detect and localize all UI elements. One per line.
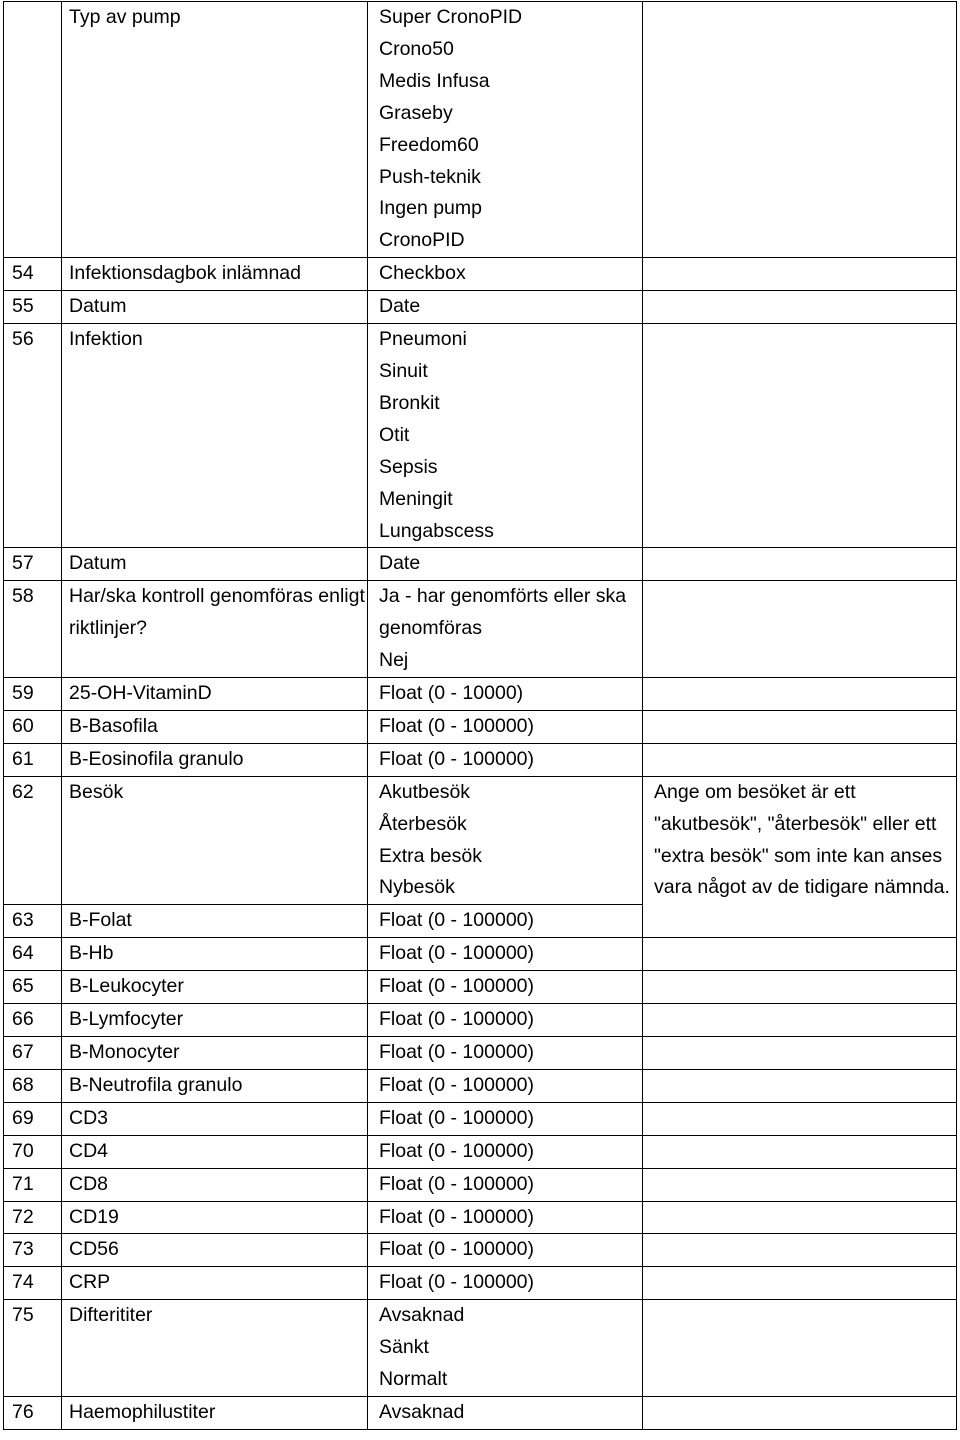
type-option: Graseby — [379, 101, 453, 124]
variable-name-cell — [62, 258, 368, 291]
variable-note-cell — [643, 1234, 957, 1267]
variable-note-cell — [643, 2, 957, 258]
type-option: Avsaknad — [379, 1304, 465, 1327]
table-row — [4, 1396, 957, 1429]
variable-name: Besök — [69, 780, 124, 803]
table-row — [4, 291, 957, 324]
row-number: 71 — [12, 1172, 34, 1195]
variable-type-cell — [368, 1300, 643, 1397]
type-option: Float (0 - 100000) — [379, 747, 535, 770]
row-number: 62 — [12, 780, 34, 803]
row-number-cell — [4, 1069, 62, 1102]
variable-type-cell — [368, 776, 643, 905]
variable-name: Har/ska kontroll genomföras enligt riktlinjer? — [69, 585, 365, 640]
row-number-cell — [4, 1135, 62, 1168]
variable-name-cell — [62, 1102, 368, 1135]
variable-name: Infektionsdagbok inlämnad — [69, 262, 301, 285]
variable-name: B-Basofila — [69, 714, 158, 737]
variable-type-cell — [368, 1267, 643, 1300]
type-option: Sänkt — [379, 1336, 429, 1359]
row-number-cell — [4, 548, 62, 581]
type-option: Extra besök — [379, 844, 482, 867]
table-row — [4, 548, 957, 581]
variable-note-cell — [643, 548, 957, 581]
variable-name: Typ av pump — [69, 6, 181, 28]
table-row — [4, 1168, 957, 1201]
row-number-cell — [4, 324, 62, 548]
table-row — [4, 743, 957, 776]
type-option: Float (0 - 100000) — [379, 1271, 535, 1294]
variable-name: B-Neutrofila granulo — [69, 1073, 243, 1096]
table-row — [4, 581, 957, 678]
table-row — [4, 1102, 957, 1135]
variable-note-cell — [643, 1300, 957, 1397]
variable-type-cell — [368, 1037, 643, 1070]
row-number: 56 — [12, 328, 34, 351]
row-number: 61 — [12, 747, 34, 770]
variable-note-cell — [643, 258, 957, 291]
variable-type-cell — [368, 291, 643, 324]
variable-note-cell — [643, 776, 957, 938]
variable-name: Datum — [69, 552, 127, 575]
variable-type-cell — [368, 2, 643, 258]
variable-note-cell — [643, 743, 957, 776]
variable-name-cell — [62, 1300, 368, 1397]
variable-note-cell — [643, 1135, 957, 1168]
type-option: Nybesök — [379, 876, 455, 899]
row-number-cell — [4, 905, 62, 938]
variable-name: 25-OH-VitaminD — [69, 682, 212, 705]
variable-name-cell — [62, 1037, 368, 1070]
variable-name: Datum — [69, 295, 127, 318]
variable-table-body — [4, 2, 957, 1430]
variable-note-cell — [643, 581, 957, 678]
row-number-cell — [4, 971, 62, 1004]
row-number: 54 — [12, 262, 34, 285]
variable-name: CD8 — [69, 1172, 109, 1195]
type-option: Float (0 - 100000) — [379, 1238, 535, 1261]
variable-name: B-Folat — [69, 909, 132, 932]
variable-name-cell — [62, 291, 368, 324]
variable-name-cell — [62, 1396, 368, 1429]
variable-note-cell — [643, 291, 957, 324]
type-option: Date — [379, 552, 421, 575]
row-number: 55 — [12, 295, 34, 318]
variable-name: CD56 — [69, 1238, 119, 1261]
row-number: 73 — [12, 1238, 34, 1261]
type-option: Bronkit — [379, 391, 440, 414]
type-option: Push-teknik — [379, 165, 481, 188]
table-row — [4, 1234, 957, 1267]
row-number-cell — [4, 743, 62, 776]
row-number: 66 — [12, 1008, 34, 1031]
row-number: 75 — [12, 1304, 34, 1327]
variable-name: CD3 — [69, 1106, 109, 1129]
row-number-cell — [4, 1267, 62, 1300]
variable-note-cell — [643, 1168, 957, 1201]
row-number: 65 — [12, 975, 34, 998]
type-option: Float (0 - 100000) — [379, 1073, 535, 1096]
variable-name: Difterititer — [69, 1304, 153, 1327]
type-option: Float (0 - 100000) — [379, 1139, 535, 1162]
type-option: Float (0 - 100000) — [379, 975, 535, 998]
row-number-cell — [4, 678, 62, 711]
table-row — [4, 1300, 957, 1397]
variable-name: B-Eosinofila granulo — [69, 747, 244, 770]
variable-note-cell — [643, 1396, 957, 1429]
variable-note-cell — [643, 1069, 957, 1102]
type-option: Float (0 - 100000) — [379, 909, 535, 932]
variable-note-cell — [643, 324, 957, 548]
row-number-cell — [4, 1396, 62, 1429]
row-number-cell — [4, 1234, 62, 1267]
table-row — [4, 1069, 957, 1102]
variable-name-cell — [62, 1234, 368, 1267]
variable-type-cell — [368, 743, 643, 776]
variable-name: CD4 — [69, 1139, 109, 1162]
row-number: 74 — [12, 1271, 34, 1294]
variable-note-cell — [643, 1037, 957, 1070]
variable-name: B-Lymfocyter — [69, 1008, 184, 1031]
table-row — [4, 1037, 957, 1070]
variable-name-cell — [62, 678, 368, 711]
variable-note-cell — [643, 1102, 957, 1135]
variable-type-cell — [368, 258, 643, 291]
variable-name: Haemophilustiter — [69, 1400, 216, 1423]
type-option: Sinuit — [379, 359, 428, 382]
type-option: Sepsis — [379, 455, 438, 478]
type-option: Float (0 - 100000) — [379, 1106, 535, 1129]
variable-note-cell — [643, 710, 957, 743]
row-number: 69 — [12, 1106, 34, 1129]
variable-name-cell — [62, 710, 368, 743]
table-row — [4, 324, 957, 548]
row-number-cell — [4, 1004, 62, 1037]
row-number-cell — [4, 2, 62, 258]
variable-name-cell — [62, 2, 368, 258]
variable-name-cell — [62, 971, 368, 1004]
variable-type-cell — [368, 1069, 643, 1102]
row-number-cell — [4, 1037, 62, 1070]
type-option: Crono50 — [379, 37, 454, 60]
variable-name-cell — [62, 581, 368, 678]
row-number-cell — [4, 938, 62, 971]
variable-type-cell — [368, 905, 643, 938]
type-option: Nej — [379, 649, 409, 672]
row-number: 67 — [12, 1041, 34, 1063]
row-number: 60 — [12, 714, 34, 737]
row-number-cell — [4, 710, 62, 743]
variable-type-cell — [368, 971, 643, 1004]
row-number-cell — [4, 1201, 62, 1234]
variable-type-cell — [368, 1396, 643, 1429]
variable-type-cell — [368, 1201, 643, 1234]
type-option: Float (0 - 100000) — [379, 942, 535, 965]
row-number: 59 — [12, 682, 34, 705]
table-row — [4, 678, 957, 711]
row-number: 63 — [12, 909, 34, 932]
variable-name: B-Leukocyter — [69, 975, 184, 998]
table-row — [4, 2, 957, 258]
variable-name-cell — [62, 938, 368, 971]
variable-name-cell — [62, 776, 368, 905]
variable-type-cell — [368, 324, 643, 548]
type-option: Ja - har genomförts eller ska genomföras — [379, 585, 627, 640]
variable-name: CRP — [69, 1271, 111, 1294]
variable-name: B-Monocyter — [69, 1041, 180, 1063]
variable-name-cell — [62, 1201, 368, 1234]
variable-type-cell — [368, 581, 643, 678]
variable-note-cell — [643, 971, 957, 1004]
variable-name-cell — [62, 1168, 368, 1201]
row-number: 72 — [12, 1205, 34, 1228]
type-option: Float (0 - 100000) — [379, 1205, 535, 1228]
table-row — [4, 938, 957, 971]
type-option: Otit — [379, 423, 410, 446]
table-row — [4, 1201, 957, 1234]
variable-note: Ange om besöket är ett "akutbesök", "återbesök" eller ett "extra besök" som inte kan anses vara något av de tidigare nämnda. — [654, 780, 950, 899]
variable-type-cell — [368, 1168, 643, 1201]
variable-name-cell — [62, 1135, 368, 1168]
table-row — [4, 1267, 957, 1300]
variable-name-cell — [62, 1069, 368, 1102]
variable-note-cell — [643, 1267, 957, 1300]
type-option: Date — [379, 295, 421, 318]
table-row — [4, 258, 957, 291]
type-option: Float (0 - 100000) — [379, 1008, 535, 1031]
row-number: 70 — [12, 1139, 34, 1162]
row-number-cell — [4, 1300, 62, 1397]
variable-type-cell — [368, 1234, 643, 1267]
type-option: Meningit — [379, 487, 453, 510]
type-option: CronoPID — [379, 229, 465, 252]
row-number: 64 — [12, 942, 34, 965]
type-option: Akutbesök — [379, 780, 471, 803]
variable-note-cell — [643, 1201, 957, 1234]
variable-name: B-Hb — [69, 942, 114, 965]
variable-name-cell — [62, 1267, 368, 1300]
type-option: Medis Infusa — [379, 69, 490, 92]
row-number-cell — [4, 291, 62, 324]
variable-type-cell — [368, 1135, 643, 1168]
variable-note-cell — [643, 678, 957, 711]
row-number-cell — [4, 776, 62, 905]
table-row — [4, 971, 957, 1004]
variable-name: Infektion — [69, 328, 143, 351]
type-option: Float (0 - 100000) — [379, 714, 535, 737]
row-number-cell — [4, 258, 62, 291]
table-row — [4, 1004, 957, 1037]
row-number-cell — [4, 581, 62, 678]
variable-name-cell — [62, 548, 368, 581]
variable-type-cell — [368, 678, 643, 711]
variable-type-cell — [368, 710, 643, 743]
type-option: Float (0 - 100000) — [379, 1041, 535, 1063]
type-option: Avsaknad — [379, 1400, 465, 1423]
variable-name-cell — [62, 1004, 368, 1037]
type-option: Float (0 - 10000) — [379, 682, 524, 705]
type-option: Ingen pump — [379, 197, 482, 220]
row-number-cell — [4, 1168, 62, 1201]
variable-type-cell — [368, 1102, 643, 1135]
variable-note-cell — [643, 938, 957, 971]
type-option: Återbesök — [379, 812, 467, 835]
row-number: 68 — [12, 1073, 34, 1096]
variable-name-cell — [62, 905, 368, 938]
type-option: Float (0 - 100000) — [379, 1172, 535, 1195]
table-row — [4, 776, 957, 905]
type-option: Lungabscess — [379, 519, 494, 542]
variable-name-cell — [62, 743, 368, 776]
type-option: Pneumoni — [379, 328, 467, 351]
variable-name: CD19 — [69, 1205, 119, 1228]
variable-table — [3, 1, 957, 1430]
type-option: Normalt — [379, 1368, 448, 1391]
table-row — [4, 1135, 957, 1168]
row-number: 57 — [12, 552, 34, 575]
row-number: 58 — [12, 585, 34, 608]
type-option: Super CronoPID — [379, 6, 523, 28]
variable-type-cell — [368, 938, 643, 971]
type-option: Checkbox — [379, 262, 466, 285]
variable-type-cell — [368, 1004, 643, 1037]
variable-type-cell — [368, 548, 643, 581]
type-option: Freedom60 — [379, 133, 479, 156]
table-row — [4, 710, 957, 743]
row-number-cell — [4, 1102, 62, 1135]
variable-name-cell — [62, 324, 368, 548]
row-number: 76 — [12, 1400, 34, 1423]
variable-note-cell — [643, 1004, 957, 1037]
